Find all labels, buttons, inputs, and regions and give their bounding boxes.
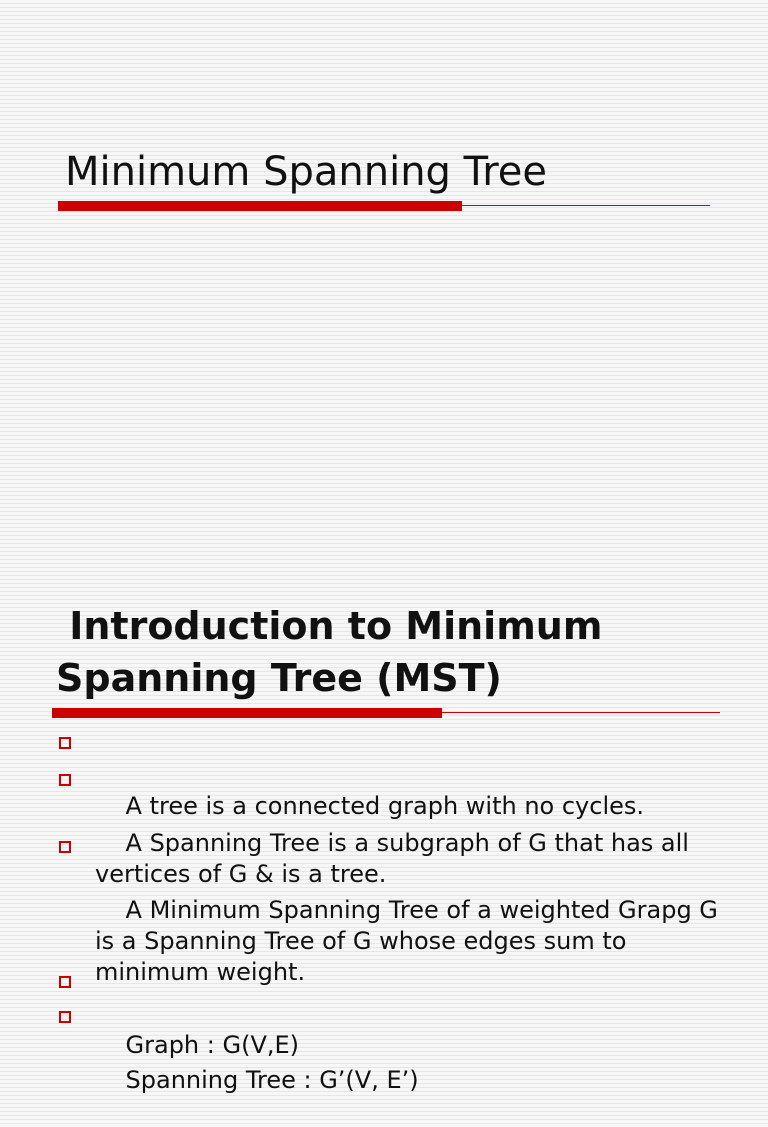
bullet-text: A Minimum Spanning Tree of a weighted Grapg G is a Spanning Tree of G whose edges sum to minimum weight.: [95, 896, 718, 986]
bullet-text: A tree is a connected graph with no cycles.: [125, 792, 645, 820]
hollow-square-icon: [59, 841, 71, 853]
bullet-text: Graph : G(V,E): [125, 1031, 300, 1059]
section-title: Introduction to Minimum Spanning Tree (MST): [56, 604, 603, 700]
slide-title: Minimum Spanning Tree: [65, 149, 547, 195]
hollow-square-icon: [59, 1011, 71, 1023]
title-underline-thick: [58, 201, 462, 211]
hollow-square-icon: [59, 774, 71, 786]
hollow-square-icon: [59, 737, 71, 749]
bullet-item-spanning-tree-notation: [95, 1003, 763, 1127]
title-underline-thin: [462, 205, 710, 206]
section-underline-thick: [52, 708, 442, 718]
bullet-text: Spanning Tree : G’(V, E’): [125, 1066, 419, 1094]
section-underline-thin: [442, 712, 720, 713]
bullet-text: A Spanning Tree is a subgraph of G that has all vertices of G & is a tree.: [95, 829, 689, 888]
hollow-square-icon: [59, 976, 71, 988]
